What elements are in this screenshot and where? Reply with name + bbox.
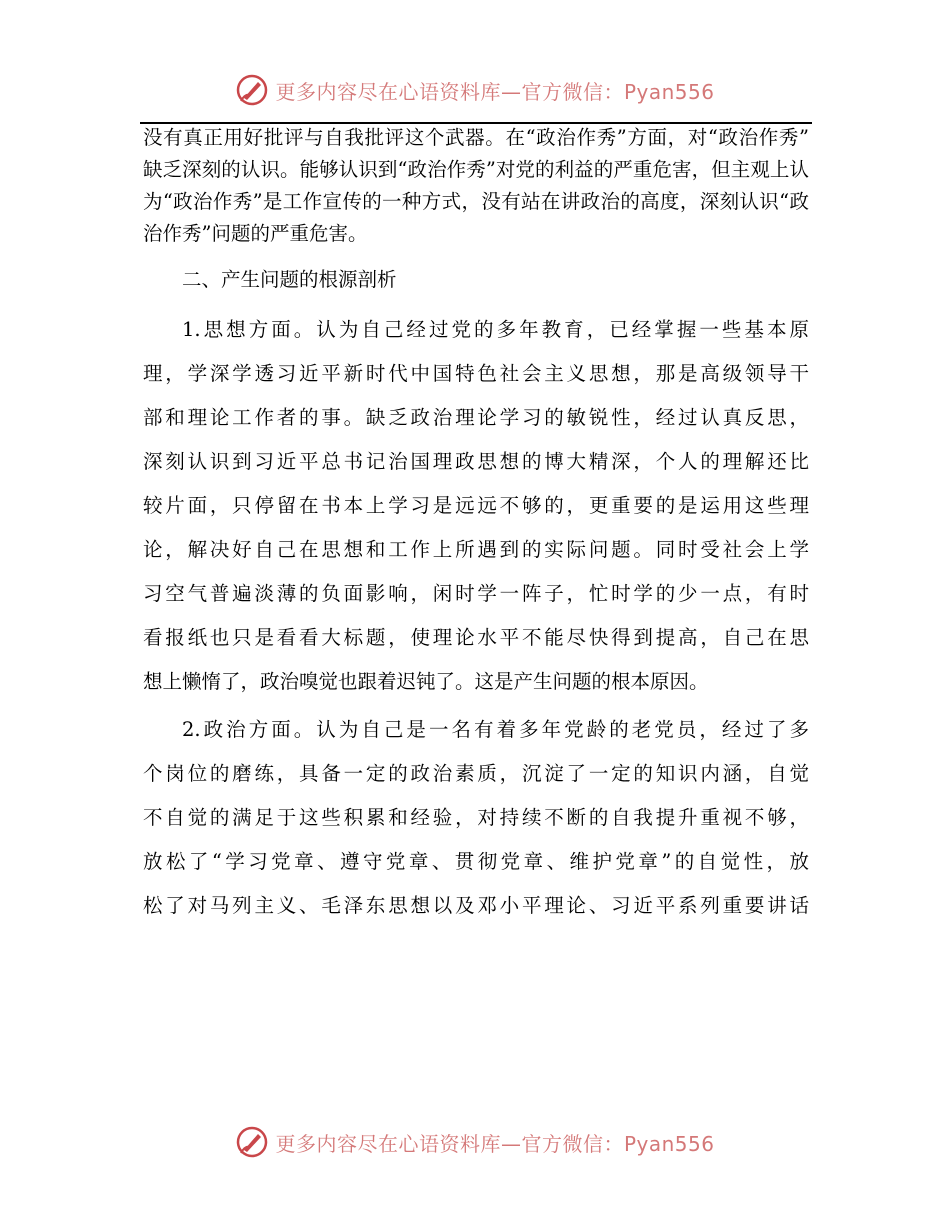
footer-watermark <box>0 1122 950 1162</box>
section-heading: 二、产生问题的根源剖析 <box>182 268 397 291</box>
text-line: 深刻认识到习近平总书记治国理政思想的博大精深，个人的理解还比 <box>143 450 809 473</box>
footer-watermark-text: 更多内容尽在心语资料库—官方微信：Pyan556 <box>275 1131 715 1156</box>
document-body <box>143 122 809 928</box>
text-line: 1.思想方面。认为自己经过党的多年教育，已经掌握一些基本原 <box>182 318 809 341</box>
text-line: 2.政治方面。认为自己是一名有着多年党龄的老党员，经过了多 <box>182 718 809 741</box>
pen-seal-logo-icon <box>235 1125 269 1159</box>
paragraph-politics <box>143 708 809 928</box>
header-watermark-text: 更多内容尽在心语资料库—官方微信：Pyan556 <box>275 79 715 104</box>
text-line: 部和理论工作者的事。缺乏政治理论学习的敏锐性，经过认真反思， <box>143 406 809 429</box>
text-line: 习空气普遍淡薄的负面影响，闲时学一阵子，忙时学的少一点，有时 <box>143 582 809 605</box>
text-line: 放松了“学习党章、遵守党章、贯彻党章、维护党章”的自觉性，放 <box>143 850 809 873</box>
text-line: 治作秀”问题的严重危害。 <box>143 222 368 245</box>
text-line: 为“政治作秀”是工作宣传的一种方式，没有站在讲政治的高度，深刻认识“政 <box>143 190 809 213</box>
pen-seal-logo-icon <box>235 73 269 107</box>
text-line: 理，学深学透习近平新时代中国特色社会主义思想，那是高级领导干 <box>143 362 809 385</box>
text-line: 松了对马列主义、毛泽东思想以及邓小平理论、习近平系列重要讲话 <box>143 894 809 917</box>
text-line: 缺乏深刻的认识。能够认识到“政治作秀”对党的利益的严重危害，但主观上认 <box>143 158 809 181</box>
header-watermark <box>0 70 950 110</box>
text-line: 看报纸也只是看看大标题，使理论水平不能尽快得到提高，自己在思 <box>143 626 809 649</box>
text-line: 论，解决好自己在思想和工作上所遇到的实际问题。同时受社会上学 <box>143 538 809 561</box>
text-line: 个岗位的磨练，具备一定的政治素质，沉淀了一定的知识内涵，自觉 <box>143 762 809 785</box>
paragraph-thought <box>143 308 809 704</box>
continuation-paragraph <box>143 122 809 250</box>
text-line: 不自觉的满足于这些积累和经验，对持续不断的自我提升重视不够， <box>143 806 809 829</box>
text-line: 没有真正用好批评与自我批评这个武器。在“政治作秀”方面，对“政治作秀” <box>143 126 809 149</box>
text-line: 想上懒惰了，政治嗅觉也跟着迟钝了。这是产生问题的根本原因。 <box>143 670 709 693</box>
text-line: 较片面，只停留在书本上学习是远远不够的，更重要的是运用这些理 <box>143 494 809 517</box>
